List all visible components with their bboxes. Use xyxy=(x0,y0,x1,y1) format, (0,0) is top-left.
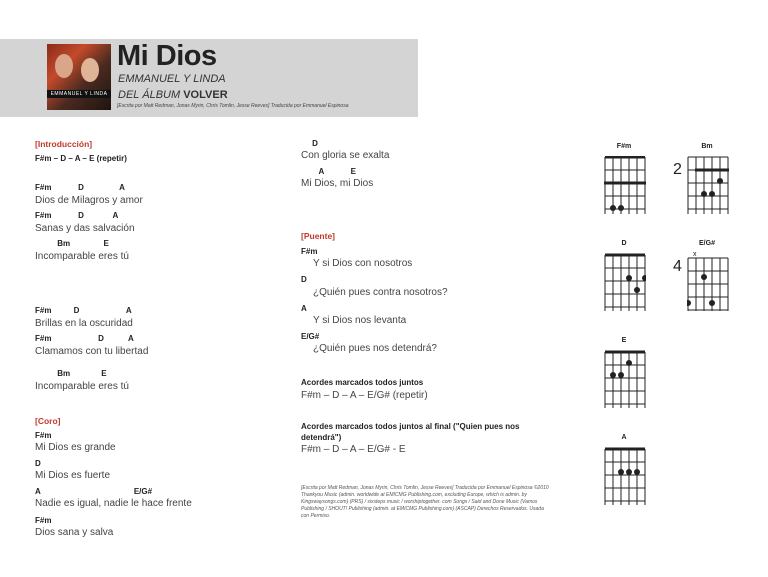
chord-line: F#m xyxy=(301,247,318,256)
finger-dot xyxy=(618,205,624,211)
fret-number: 4 xyxy=(673,258,682,275)
puente-label: [Puente] xyxy=(301,231,335,241)
finger-dot xyxy=(626,469,632,475)
chord-name: E xyxy=(621,337,627,344)
lyric-line: Mi Dios es grande xyxy=(35,442,116,453)
chord-line: F#m D A xyxy=(35,306,132,315)
fret-number: 2 xyxy=(673,161,682,178)
chord-line: F#m D A xyxy=(35,211,119,220)
lyric-line: Nadie es igual, nadie le hace frente xyxy=(35,498,192,509)
intro-label: [Introducción] xyxy=(35,139,93,149)
lyric-line: Sanas y das salvación xyxy=(35,223,135,234)
chord-diagram-a xyxy=(604,447,646,507)
coro-label: [Coro] xyxy=(35,416,61,426)
chord-line: E/G# xyxy=(301,332,320,341)
album-art-text: EMMANUEL Y LINDA xyxy=(47,90,111,98)
lyric-line: Clamamos con tu libertad xyxy=(35,346,149,357)
chord-diagram-eg xyxy=(687,248,729,313)
chord-diagram-e xyxy=(604,350,646,410)
chord-name: D xyxy=(621,240,627,247)
footer-credits: [Escrita por Matt Redman, Jonas Myrin, Chris Tomlin, Jesse Reeves] Traducida por Emmanuel Espinosa ©2010 Thankyou Music (admin. worldwide at EMICMG Publishing.com, excluding Europe, which is admin. by Kingswaysongs.com) (PRS) / sixsteps music / worshiptogether. com Songs / Said and Done Music (Vamos Publishing / SHOUT! Publishing (admin. at EMICMG Publishing.com) (ASCAP) Derechos Reservados. Usada con Permiso. xyxy=(301,485,549,519)
chord-diagram-bm xyxy=(687,156,729,216)
album-cover xyxy=(47,44,111,110)
song-title: Mi Dios xyxy=(117,40,217,72)
lyric-line: Brillas en la oscuridad xyxy=(35,318,133,329)
chord-name: Bm xyxy=(701,143,713,150)
chord-line: D xyxy=(301,139,318,148)
chord-line: F#m xyxy=(35,431,52,440)
finger-dot xyxy=(701,274,707,280)
finger-dot xyxy=(634,469,640,475)
finger-dot xyxy=(642,275,646,281)
album-name: VOLVER xyxy=(183,89,228,101)
chord-diagram-d xyxy=(604,253,646,313)
note-text: F#m – D – A – E/G# (repetir) xyxy=(301,390,428,401)
finger-dot xyxy=(626,275,632,281)
lyric-line: Dios sana y salva xyxy=(35,527,114,538)
lyric-line: ¿Quién pues nos detendrá? xyxy=(313,343,437,354)
finger-dot xyxy=(610,205,616,211)
finger-dot xyxy=(701,191,707,197)
chord-line: A E/G# xyxy=(35,487,153,496)
chord-line: Bm E xyxy=(35,369,107,378)
chord-line: F#m D A xyxy=(35,334,134,343)
chord-line: D xyxy=(301,275,307,284)
album-face-left xyxy=(55,54,73,78)
chord-name: F#m xyxy=(616,143,632,150)
lyric-line: Incomparable eres tú xyxy=(35,251,129,262)
album-prefix: DEL ÁLBUM xyxy=(118,89,181,101)
lyric-line: Incomparable eres tú xyxy=(35,381,129,392)
finger-dot xyxy=(687,300,691,306)
chord-line: A E xyxy=(301,167,356,176)
lyric-line: Con gloria se exalta xyxy=(301,150,390,161)
finger-dot xyxy=(709,191,715,197)
chord-name: A xyxy=(621,434,627,441)
chord-line: D xyxy=(35,459,41,468)
intro-chords: F#m – D – A – E (repetir) xyxy=(35,154,127,163)
finger-dot xyxy=(717,178,723,184)
finger-dot xyxy=(709,300,715,306)
chord-line: A xyxy=(301,304,307,313)
album-face-right xyxy=(81,58,99,82)
finger-dot xyxy=(610,372,616,378)
chord-line: F#m D A xyxy=(35,183,125,192)
finger-dot xyxy=(618,372,624,378)
lyric-line: Y si Dios nos levanta xyxy=(313,315,407,326)
lyric-line: ¿Quién pues contra nosotros? xyxy=(313,287,448,298)
finger-dot xyxy=(626,360,632,366)
muted-string-mark: x xyxy=(693,251,697,258)
lyric-line: Mi Dios es fuerte xyxy=(35,470,111,481)
chord-name: E/G# xyxy=(699,240,715,247)
chord-line: Bm E xyxy=(35,239,109,248)
header-credits: [Escrita por Matt Redman, Jonas Myrin, Chris Tomlin, Jesse Reeves] Traducida por Emmanuel Espinosa xyxy=(117,103,349,109)
note-text: F#m – D – A – E/G# - E xyxy=(301,444,406,455)
lyric-line: Mi Dios, mi Dios xyxy=(301,178,374,189)
finger-dot xyxy=(634,287,640,293)
album-line xyxy=(118,89,228,101)
lyric-line: Y si Dios con nosotros xyxy=(313,258,413,269)
note-title: Acordes marcados todos juntos al final ("Quien pues nos detendrá") xyxy=(301,422,520,442)
chord-line: F#m xyxy=(35,516,52,525)
finger-dot xyxy=(618,469,624,475)
artist-name: EMMANUEL Y LINDA xyxy=(118,73,226,85)
lyric-line: Dios de Milagros y amor xyxy=(35,195,143,206)
chord-diagram-fsm xyxy=(604,156,646,216)
note-title: Acordes marcados todos juntos xyxy=(301,378,424,387)
